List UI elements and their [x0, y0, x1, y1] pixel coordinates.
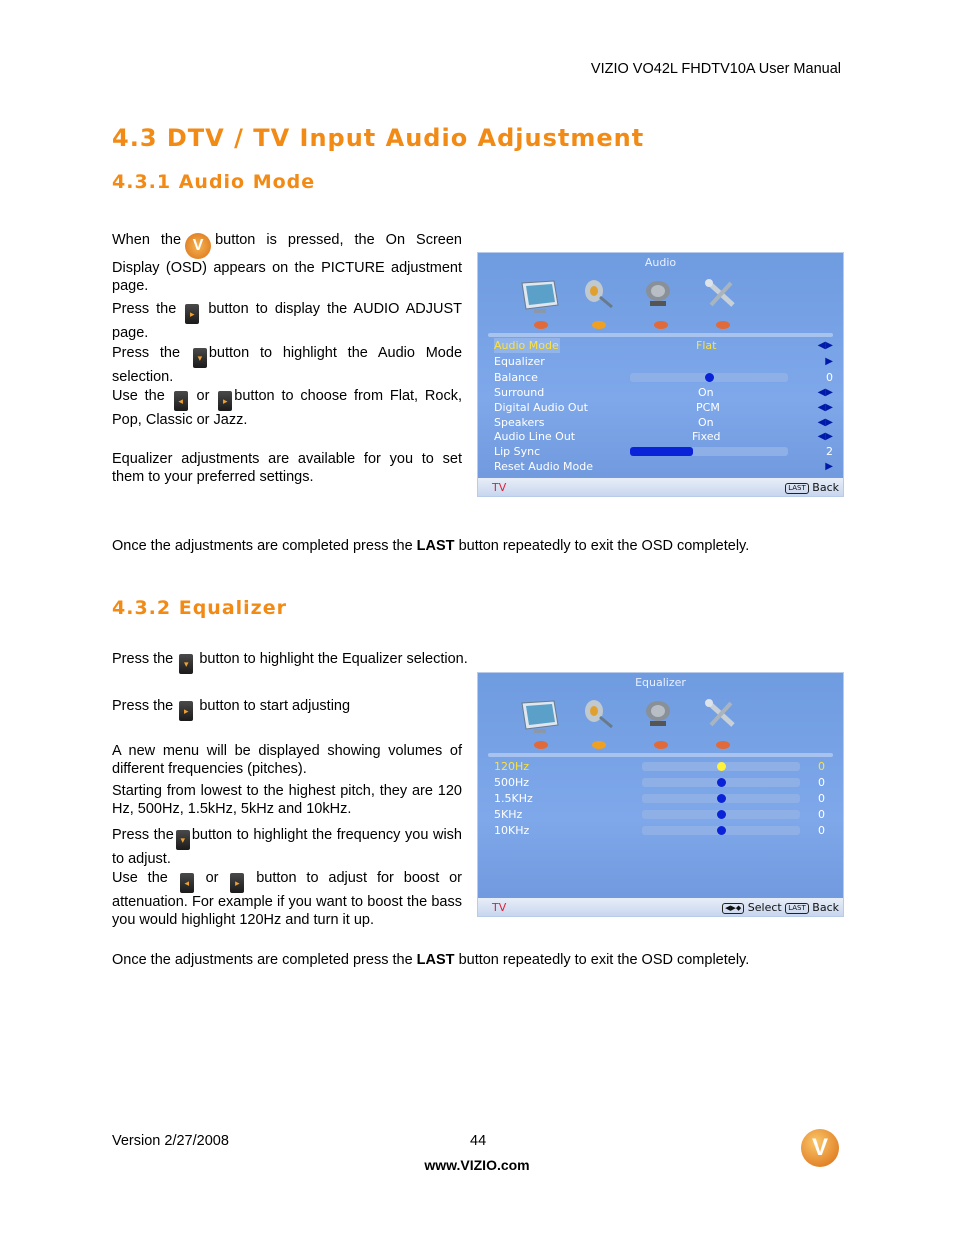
channel-down-button-icon: ▾: [179, 654, 193, 674]
osd-row-speakers[interactable]: Speakers: [494, 416, 545, 429]
osd-eq-row-label[interactable]: 10KHz: [494, 824, 530, 837]
right-arrow-button-icon: ▸: [185, 304, 199, 324]
osd-row-equalizer[interactable]: Equalizer: [494, 355, 545, 368]
picture-tab-indicator-icon: [534, 321, 548, 329]
osd-value-speakers: On: [698, 416, 714, 429]
osd-eq-slider[interactable]: [642, 810, 800, 819]
osd-eq-slider[interactable]: [642, 778, 800, 787]
osd-divider: [488, 753, 833, 757]
osd-title: Audio: [644, 256, 677, 269]
osd-row-surround[interactable]: Surround: [494, 386, 545, 399]
osd-row-reset-audio-mode[interactable]: Reset Audio Mode: [494, 460, 593, 473]
page-header: VIZIO VO42L FHDTV10A User Manual: [590, 61, 841, 77]
osd-eq-row-label[interactable]: 120Hz: [494, 760, 530, 773]
osd-footer: [478, 898, 843, 916]
lip-sync-slider[interactable]: [630, 447, 788, 456]
paragraph-highlight-audio-mode: Press the ▾ button to highlight the Audio Mode selection.: [112, 345, 463, 385]
setup-tab-indicator-icon: [716, 741, 730, 749]
audio-speaker-icon: [580, 279, 616, 309]
osd-select-back-hint: ◀▶◆ Select LAST Back: [722, 901, 839, 914]
left-right-arrow-icon: ◀▶: [817, 340, 833, 351]
paragraph-osd-open: When the V button is pressed, the On Screen Display (OSD) appears on the PICTURE adjustment page.: [112, 232, 462, 294]
left-right-arrow-icon: ◀▶: [817, 417, 833, 428]
subsection-title-audio-mode: 4.3.1 Audio Mode: [112, 171, 316, 193]
picture-tab-indicator-icon: [534, 741, 548, 749]
osd-eq-value: 0: [818, 808, 825, 821]
osd-eq-value: 0: [818, 760, 825, 773]
osd-audio-screen: [477, 252, 844, 497]
audio-speaker-icon: [580, 699, 616, 729]
footer-page-number: 44: [470, 1133, 487, 1149]
osd-row-digital-audio-out[interactable]: Digital Audio Out: [494, 401, 588, 414]
balance-slider[interactable]: [630, 373, 788, 382]
picture-tv-icon: [518, 279, 562, 315]
osd-eq-value: 0: [818, 776, 825, 789]
right-arrow-icon: ▶: [825, 356, 833, 367]
paragraph-exit-audio: Once the adjustments are completed press the LAST button repeatedly to exit the OSD completely.: [112, 538, 750, 554]
osd-row-lip-sync[interactable]: Lip Sync: [494, 445, 541, 458]
footer-version: Version 2/27/2008: [112, 1133, 229, 1149]
paragraph-start-adjusting: Press the ▸ button to start adjusting: [112, 697, 462, 721]
osd-title: Equalizer: [635, 676, 686, 689]
left-right-arrow-icon: ◀▶: [817, 431, 833, 442]
left-arrow-button-icon: ◂: [174, 391, 188, 411]
setup-tab-indicator-icon: [716, 321, 730, 329]
paragraph-new-menu: A new menu will be displayed showing volumes of different frequencies (pitches).: [112, 743, 462, 777]
vizio-menu-button-icon: V: [185, 233, 211, 259]
osd-input-label: TV: [492, 901, 507, 914]
osd-eq-slider[interactable]: [642, 762, 800, 771]
vizio-logo-icon: V: [801, 1129, 839, 1167]
osd-value-audio-mode: Flat: [696, 339, 717, 352]
right-arrow-icon: ▶: [825, 461, 833, 472]
paragraph-display-audio: Press the ▸ button to display the AUDIO ADJUST page.: [112, 301, 462, 341]
right-arrow-button-icon: ▸: [179, 701, 193, 721]
tv-antenna-icon: [640, 699, 676, 729]
osd-eq-slider-knob: [717, 794, 726, 803]
channel-down-button-icon: ▾: [193, 348, 207, 368]
paragraph-exit-equalizer: Once the adjustments are completed press the LAST button repeatedly to exit the OSD completely.: [112, 952, 750, 968]
osd-back-hint: LAST Back: [785, 481, 839, 494]
osd-eq-row-label[interactable]: 1.5KHz: [494, 792, 533, 805]
osd-eq-row-label[interactable]: 5KHz: [494, 808, 523, 821]
section-title: 4.3 DTV / TV Input Audio Adjustment: [112, 124, 645, 152]
right-arrow-button-icon: ▸: [230, 873, 244, 893]
paragraph-choose-mode: Use the ◂ or ▸ button to choose from Flat, Rock, Pop, Classic or Jazz.: [112, 388, 462, 428]
right-arrow-button-icon: ▸: [218, 391, 232, 411]
osd-input-label: TV: [492, 481, 507, 494]
paragraph-boost-attenuation: Use the ◂ or ▸ button to adjust for boost or attenuation. For example if you want to boost the bass you would highlight 120Hz and turn it up.: [112, 870, 462, 928]
picture-tv-icon: [518, 699, 562, 735]
paragraph-highlight-equalizer: Press the ▾ button to highlight the Equalizer selection.: [112, 650, 468, 674]
osd-value-lip-sync: 2: [826, 445, 833, 458]
setup-wrench-icon: [703, 279, 739, 309]
tv-tab-indicator-icon: [654, 321, 668, 329]
osd-value-digital-audio-out: PCM: [696, 401, 720, 414]
audio-tab-indicator-icon: [592, 741, 606, 749]
osd-value-balance: 0: [826, 371, 833, 384]
setup-wrench-icon: [703, 699, 739, 729]
channel-down-button-icon: ▾: [176, 830, 190, 850]
left-right-arrow-icon: ◀▶: [817, 387, 833, 398]
osd-eq-slider[interactable]: [642, 826, 800, 835]
subsection-title-equalizer: 4.3.2 Equalizer: [112, 597, 287, 619]
osd-eq-value: 0: [818, 792, 825, 805]
left-arrow-button-icon: ◂: [180, 873, 194, 893]
paragraph-frequencies: Starting from lowest to the highest pitch, they are 120 Hz, 500Hz, 1.5kHz, 5kHz and 10kHz.: [112, 783, 462, 817]
osd-eq-row-label[interactable]: 500Hz: [494, 776, 530, 789]
balance-slider-knob: [705, 373, 714, 382]
lip-sync-slider-fill: [630, 447, 693, 456]
osd-eq-slider-knob: [717, 778, 726, 787]
audio-tab-indicator-icon: [592, 321, 606, 329]
last-key-icon: LAST: [785, 903, 809, 914]
select-key-icon: ◀▶◆: [722, 903, 744, 914]
osd-menu-icons: [518, 279, 738, 339]
tv-antenna-icon: [640, 279, 676, 309]
osd-menu-icons: [518, 699, 738, 759]
osd-row-audio-mode[interactable]: Audio Mode: [494, 339, 559, 352]
last-key-icon: LAST: [785, 483, 809, 494]
left-right-arrow-icon: ◀▶: [817, 402, 833, 413]
footer-website: www.VIZIO.com: [424, 1157, 530, 1173]
osd-row-audio-line-out[interactable]: Audio Line Out: [494, 430, 576, 443]
osd-value-audio-line-out: Fixed: [692, 430, 721, 443]
osd-footer: [478, 478, 843, 496]
paragraph-highlight-frequency: Press the ▾ button to highlight the frequency you wish to adjust.: [112, 827, 462, 867]
osd-equalizer-screen: [477, 672, 844, 917]
osd-divider: [488, 333, 833, 337]
osd-value-surround: On: [698, 386, 714, 399]
tv-tab-indicator-icon: [654, 741, 668, 749]
osd-eq-slider-knob: [717, 826, 726, 835]
osd-eq-value: 0: [818, 824, 825, 837]
osd-eq-slider[interactable]: [642, 794, 800, 803]
osd-row-balance[interactable]: Balance: [494, 371, 538, 384]
paragraph-equalizer-note: Equalizer adjustments are available for you to set them to your preferred settings.: [112, 451, 462, 485]
osd-eq-slider-knob: [717, 810, 726, 819]
osd-eq-slider-knob: [717, 762, 726, 771]
